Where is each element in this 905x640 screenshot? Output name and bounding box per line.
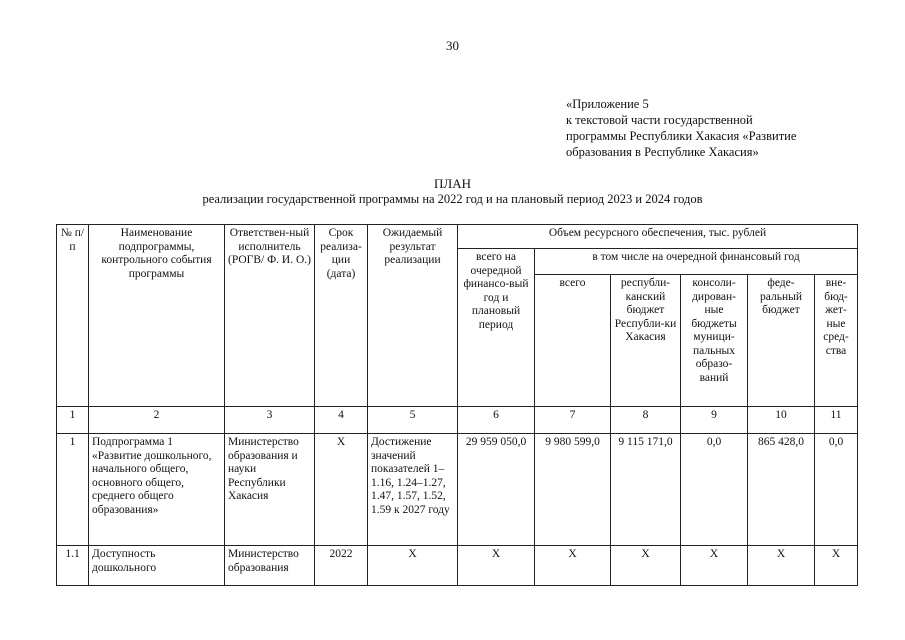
row-name: Подпрограмма 1 «Развитие дошкольного, начального общего, основного общего, среднего общего образования» — [89, 434, 225, 546]
row-name: Доступность дошкольного — [89, 546, 225, 586]
row-executor: Министерство образования и науки Республики Хакасия — [225, 434, 315, 546]
row-municipal-budget: Х — [681, 546, 748, 586]
column-number: 3 — [225, 407, 315, 434]
column-number: 1 — [57, 407, 89, 434]
document-subtitle: реализации государственной программы на 2022 год и на плановый период 2023 и 2024 годов — [202, 192, 703, 206]
row-federal-budget: Х — [748, 546, 815, 586]
row-term: 2022 — [315, 546, 368, 586]
header-name: Наименование подпрограммы, контрольного события программы — [89, 225, 225, 407]
row-result: Х — [368, 546, 458, 586]
column-number: 9 — [681, 407, 748, 434]
column-number: 8 — [611, 407, 681, 434]
column-number: 5 — [368, 407, 458, 434]
row-total: Х — [535, 546, 611, 586]
column-number: 11 — [815, 407, 858, 434]
header-no: № п/п — [57, 225, 89, 407]
appendix-note — [566, 96, 866, 160]
row-municipal-budget: 0,0 — [681, 434, 748, 546]
header-municipal-budget: консоли-дирован-ные бюджеты муници-пальных образо-ваний — [681, 275, 748, 407]
header-extra-budget: вне-бюд-жет-ные сред-ства — [815, 275, 858, 407]
header-executor: Ответствен-ный исполнитель (РОГВ/ Ф. И. О.) — [225, 225, 315, 407]
header-total-all: всего на очередной финансо-вый год и плановый период — [458, 249, 535, 407]
row-extra-budget: 0,0 — [815, 434, 858, 546]
row-total-all: Х — [458, 546, 535, 586]
header-total: всего — [535, 275, 611, 407]
row-republic-budget: 9 115 171,0 — [611, 434, 681, 546]
header-volume: Объем ресурсного обеспечения, тыс. рублей — [458, 225, 858, 249]
column-number: 2 — [89, 407, 225, 434]
appendix-line: программы Республики Хакасия «Развитие — [566, 129, 797, 143]
table-row — [57, 546, 858, 586]
row-term: Х — [315, 434, 368, 546]
row-total-all: 29 959 050,0 — [458, 434, 535, 546]
row-republic-budget: Х — [611, 546, 681, 586]
row-executor: Министерство образования — [225, 546, 315, 586]
row-number: 1.1 — [57, 546, 89, 586]
column-number-row — [57, 407, 858, 434]
appendix-line: «Приложение 5 — [566, 97, 649, 111]
header-result: Ожидаемый результат реализации — [368, 225, 458, 407]
row-federal-budget: 865 428,0 — [748, 434, 815, 546]
column-number: 10 — [748, 407, 815, 434]
header-republic-budget: республи-канский бюджет Республи-ки Хакасия — [611, 275, 681, 407]
table-row — [57, 434, 858, 546]
row-number: 1 — [57, 434, 89, 546]
document-title: ПЛАН — [434, 176, 471, 191]
column-number: 4 — [315, 407, 368, 434]
column-number: 7 — [535, 407, 611, 434]
page-number: 30 — [446, 38, 459, 53]
appendix-line: к текстовой части государственной — [566, 113, 753, 127]
header-term: Срок реализа-ции (дата) — [315, 225, 368, 407]
row-total: 9 980 599,0 — [535, 434, 611, 546]
appendix-line: образования в Республике Хакасия» — [566, 145, 759, 159]
row-extra-budget: Х — [815, 546, 858, 586]
row-result: Достижение значений показателей 1–1.16, 1.24–1.27, 1.47, 1.57, 1.52, 1.59 к 2027 году — [368, 434, 458, 546]
column-number: 6 — [458, 407, 535, 434]
header-federal-budget: феде-ральный бюджет — [748, 275, 815, 407]
plan-table — [56, 224, 858, 586]
header-including: в том числе на очередной финансовый год — [535, 249, 858, 275]
